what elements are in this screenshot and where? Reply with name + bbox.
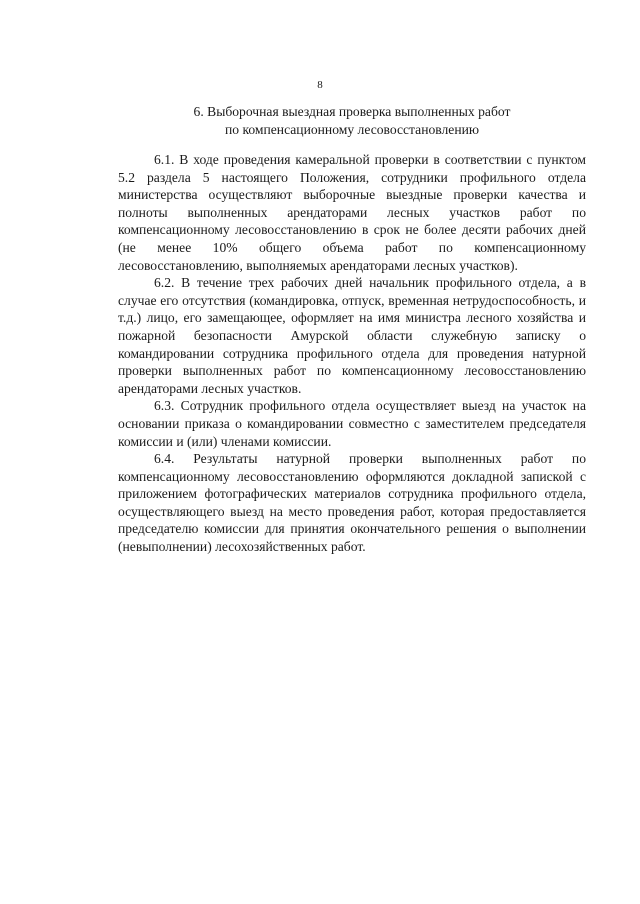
section-body — [118, 151, 586, 556]
paragraph-6-4: 6.4. Результаты натурной проверки выполненных работ по компенсационному лесовосстановлению оформляются докладной запиской с приложением фотографических материалов сотрудника профильного отдела, осуществляющего выезд на место проведения работ, которая предоставляется председателю комиссии для принятия окончательного решения о выполнении (невыполнении) лесохозяйственных работ. — [118, 451, 586, 555]
page-number: 8 — [317, 79, 323, 91]
paragraph-6-3: 6.3. Сотрудник профильного отдела осуществляет выезд на участок на основании приказа о командировании совместно с заместителем председателя комиссии и (или) членами комиссии. — [118, 398, 586, 449]
section-title — [118, 103, 586, 138]
paragraph-6-1: 6.1. В ходе проведения камеральной проверки в соответствии с пунктом 5.2 раздела 5 настоящего Положения, сотрудники профильного отдела министерства осуществляют выборочные выездные проверки качества и полноты выполненных арендаторами лесных участков работ по компенсационному лесовосстановлению в срок не более десяти рабочих дней (не менее 10% общего объема работ по компенсационному лесовосстановлению, выполняемых арендаторами лесных участков). — [118, 152, 586, 273]
paragraph-6-2: 6.2. В течение трех рабочих дней начальник профильного отдела, а в случае его отсутствия (командировка, отпуск, временная нетрудоспособность, и т.д.) лицо, его замещающее, оформляет на имя министра лесного хозяйства и пожарной безопасности Амурской области служебную записку о командировании сотрудника профильного отдела для проведения натурной проверки выполненных работ по компенсационному лесовосстановлению арендаторами лесных участков. — [118, 275, 586, 396]
section-title-line-1: 6. Выборочная выездная проверка выполненных работ — [193, 104, 511, 119]
section-title-line-2: по компенсационному лесовосстановлению — [224, 121, 480, 137]
